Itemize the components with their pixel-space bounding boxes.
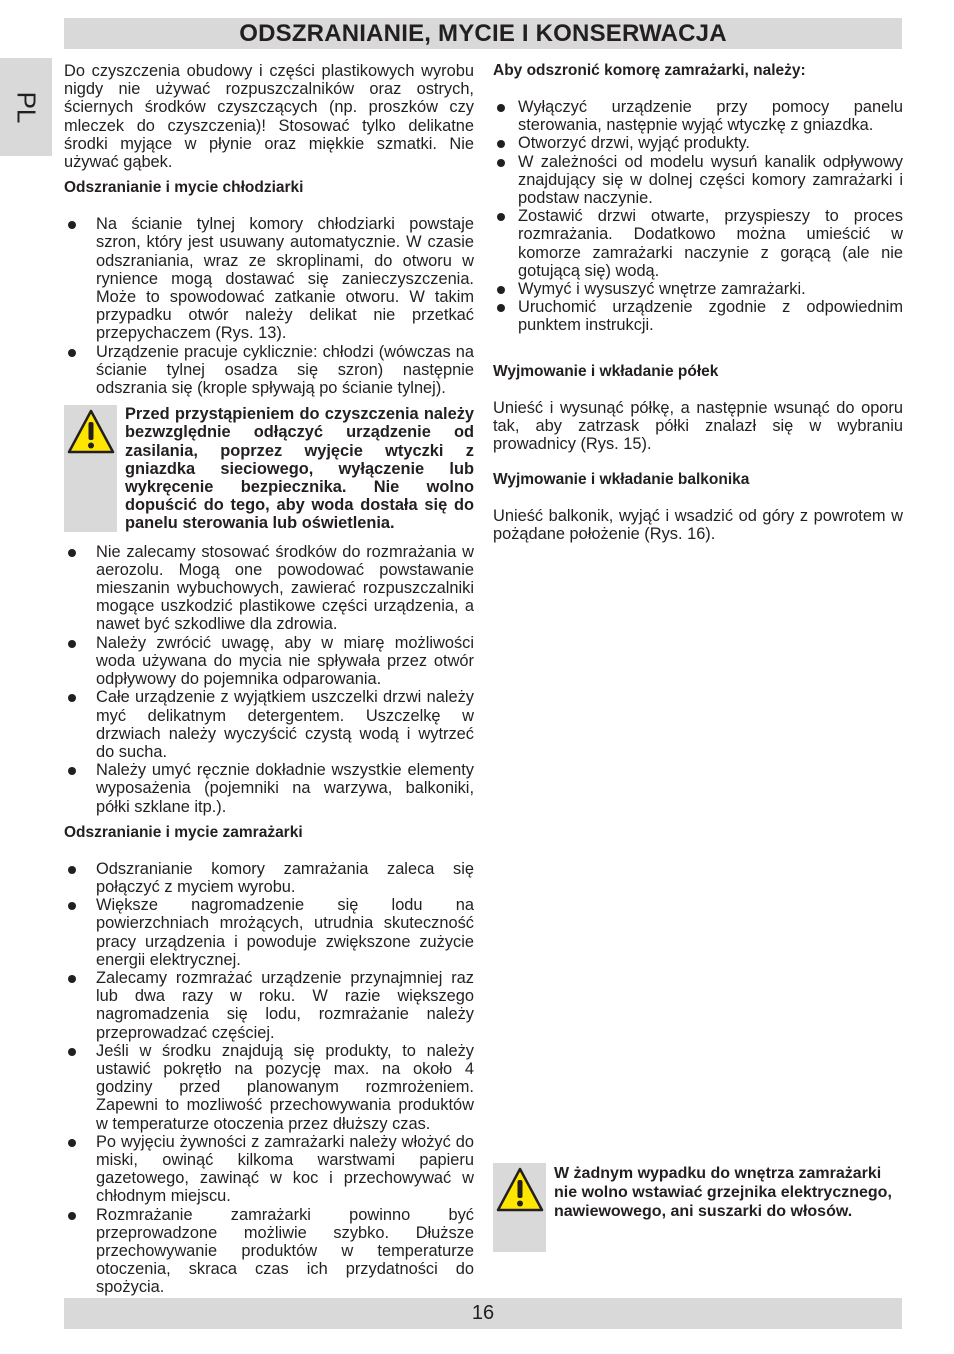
- list-item: Uruchomić urządzenie zgodnie z odpowiednim punktem instrukcji.: [493, 298, 903, 334]
- footer-bar: [64, 1298, 902, 1329]
- bullet-icon: [497, 213, 505, 221]
- list-item: Zalecamy rozmrażać urządzenie przynajmniej raz lub dwa razy w roku. W razie większego nagromadzenia się lodu, rozmrażanie należy przeprowadzać częściej.: [64, 969, 474, 1042]
- warning-triangle-icon: [66, 408, 116, 456]
- warning-triangle-icon: [495, 1166, 545, 1214]
- list-item: Po wyjęciu żywności z zamrażarki należy włożyć do miski, owinąć kilkoma warstwami papieru gazetowego, zawinąć w koc i przechowywać w chłodnym miejscu.: [64, 1133, 474, 1206]
- list-item: Zostawić drzwi otwarte, przyspieszy to proces rozmrażania. Dodatkowo można umieścić w komorze zamrażarki naczynie z gorącą (ale nie gotującą się) wodą.: [493, 207, 903, 280]
- language-tab: [0, 58, 52, 156]
- list-item: Całe urządzenie z wyjątkiem uszczelki drzwi należy myć delikatnym detergentem. Uszczelkę w drzwiach należy wyczyścić czystą wodą i wytrzeć do sucha.: [64, 688, 474, 761]
- freezer-bullet-list: [64, 860, 474, 1297]
- defrost-bullet-list: [493, 98, 903, 335]
- general-bullet-list: [64, 543, 474, 816]
- warning-icon-box: [493, 1163, 546, 1252]
- bullet-icon: [68, 694, 76, 702]
- page-title: ODSZRANIANIE, MYCIE I KONSERWACJA: [239, 19, 727, 47]
- warning-box: [64, 405, 474, 532]
- right-column: [493, 62, 903, 544]
- balcony-paragraph: Unieść balkonik, wyjąć i wsadzić od góry z powrotem w pożądane położenie (Rys. 16).: [493, 507, 903, 544]
- list-item: Wyłączyć urządzenie przy pomocy panelu sterowania, następnie wyjąć wtyczkę z gniazdka.: [493, 98, 903, 134]
- bullet-icon: [68, 866, 76, 874]
- list-item: Odszranianie komory zamrażania zaleca się połączyć z myciem wyrobu.: [64, 860, 474, 896]
- bullet-icon: [497, 159, 505, 167]
- balcony-heading: Wyjmowanie i wkładanie balkonika: [493, 471, 750, 489]
- header-bar: [64, 18, 902, 49]
- bullet-icon: [68, 1212, 76, 1220]
- list-item: Większe nagromadzenie się lodu na powierzchniach mrożących, utrudnia skuteczność pracy urządzenia i powoduje zwiększone zużycie energii elektrycznej.: [64, 896, 474, 969]
- bullet-icon: [68, 549, 76, 557]
- freezer-heading: Odszranianie i mycie zamrażarki: [64, 823, 303, 841]
- defrost-heading: Aby odszronić komorę zamrażarki, należy:: [493, 62, 806, 79]
- intro-paragraph: Do czyszczenia obudowy i części plastikowych wyrobu nigdy nie używać rozpuszczalników oraz ostrych, ściernych środków czyszczących (np. proszków czy mleczek do czyszczenia)! Stosować tylko delikatne środki myjące w płynie oraz miękkie szmatki. Nie używać gąbek.: [64, 62, 474, 172]
- bullet-icon: [68, 975, 76, 983]
- list-item: Rozmrażanie zamrażarki powinno być przeprowadzone możliwie szybko. Dłuższe przechowywanie produktów w temperaturze otoczenia, skraca czas ich przydatności do spożycia.: [64, 1206, 474, 1297]
- shelves-heading: Wyjmowanie i wkładanie półek: [493, 362, 719, 380]
- list-item: Należy zwrócić uwagę, aby w miarę możliwości woda używana do mycia nie spływała przez otwór odpływowy do pojemnika odparowania.: [64, 634, 474, 689]
- bullet-icon: [68, 640, 76, 648]
- fridge-heading: Odszranianie i mycie chłodziarki: [64, 179, 304, 197]
- list-item: Na ścianie tylnej komory chłodziarki powstaje szron, który jest usuwany automatycznie. W czasie odszraniania, wraz ze skroplinami, do otworu w rynience mogą dostawać się zanieczyszczenia. Może to spowodować zatkanie otworu. W takim przypadku otwór należy delikat nie przetkać przepychaczem (Rys. 13).: [64, 215, 474, 342]
- page-number: 16: [471, 1302, 495, 1324]
- warning-text: Przed przystąpieniem do czyszczenia należy bezwzględnie odłączyć urządzenie od zasilania, poprzez wyjęcie wtyczki z gniazdka sieciowego, wyłączenie lub wykręcenie bezpiecznika. Nie wolno dopuścić do tego, aby woda dostała się do panelu sterowania lub oświetlenia.: [125, 405, 474, 533]
- fridge-bullet-list: [64, 215, 474, 397]
- bullet-icon: [68, 1048, 76, 1056]
- warning-icon-box: [64, 405, 117, 532]
- bullet-icon: [68, 767, 76, 775]
- bullet-icon: [68, 1139, 76, 1147]
- bullet-icon: [497, 140, 505, 148]
- bullet-icon: [68, 902, 76, 910]
- bullet-icon: [497, 286, 505, 294]
- list-item: W zależności od modelu wysuń kanalik odpływowy znajdujący się w dolnej części komory zamrażarki i podstaw naczynie.: [493, 153, 903, 208]
- heater-warning-text: W żadnym wypadku do wnętrza zamrażarki nie wolno wstawiać grzejnika elektrycznego, nawiewowego, ani suszarki do włosów.: [554, 1165, 892, 1220]
- shelves-paragraph: Unieść i wysunąć półkę, a następnie wsunąć do oporu tak, aby zatrzask półki znalazł się w wybraniu prowadnicy (Rys. 15).: [493, 398, 903, 454]
- bullet-icon: [497, 104, 505, 112]
- heater-warning-box: [493, 1163, 903, 1252]
- bullet-icon: [68, 221, 76, 229]
- list-item: Wymyć i wysuszyć wnętrze zamrażarki.: [493, 280, 903, 298]
- list-item: Otworzyć drzwi, wyjąć produkty.: [493, 134, 903, 152]
- list-item: Należy umyć ręcznie dokładnie wszystkie elementy wyposażenia (pojemniki na warzywa, balkoniki, półki szklane itp.).: [64, 761, 474, 816]
- language-label: PL: [11, 91, 42, 123]
- list-item: Jeśli w środku znajdują się produkty, to należy ustawić pokrętło na pozycję max. na około 4 godziny przed planowanym rozmrożeniem. Zapewni to mozliwość przechowywania produktów w temperaturze otoczenia przez dłuższy czas.: [64, 1042, 474, 1133]
- bullet-icon: [68, 349, 76, 357]
- list-item: Nie zalecamy stosować środków do rozmrażania w aerozolu. Mogą one powodować powstawanie mieszanin wybuchowych, zawierać rozpuszczalniki mogące uszkodzić plastikowe części urządzenia, a nawet być szkodliwe dla zdrowia.: [64, 543, 474, 634]
- left-column: [64, 62, 474, 1297]
- list-item: Urządzenie pracuje cyklicznie: chłodzi (wówczas na ścianie tylnej osadza się szron) następnie odszrania się (krople spływają po ścianie tylnej).: [64, 343, 474, 398]
- bullet-icon: [497, 304, 505, 312]
